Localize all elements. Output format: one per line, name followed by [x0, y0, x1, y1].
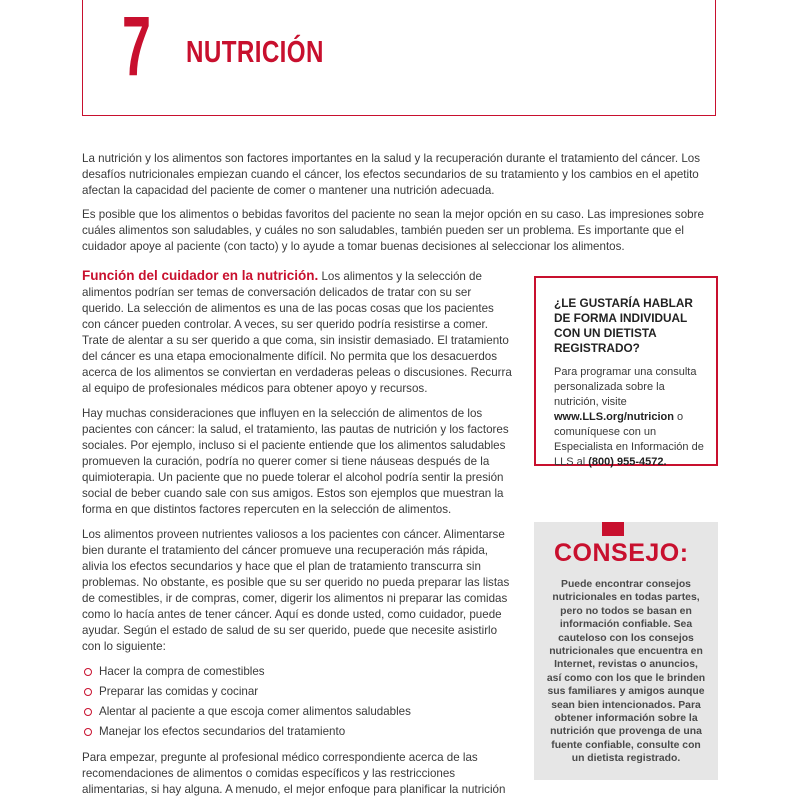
- list-item: [82, 724, 512, 740]
- nutrition-link[interactable]: www.LLS.org/nutricion: [554, 411, 674, 423]
- bullet-circle-icon: [84, 688, 92, 696]
- list-item: [82, 704, 512, 720]
- considerations-paragraph: Hay muchas consideraciones que influyen en la selección de alimentos de los pacientes con cáncer: la salud, el tratamiento, las pautas de nutrición y los factores sociales. Por ejemplo, incluso si el paciente entiende que los alimentos saludables promueven la curación, podría no querer comer si tiene náuseas después de la quimioterapia. Un paciente que no puede tolerar el alcohol podría sentir la presión social de beber cuando sale con sus amigos. Estos son ejemplos que muestran la forma en que distintos factores repercuten en la selección de alimentos.: [82, 407, 509, 516]
- nutrients-paragraph: Los alimentos proveen nutrientes valiosos a los pacientes con cáncer. Alimentarse bien durante el tratamiento del cáncer promueve una recuperación más rápida, alivia los efectos secundarios y hace que el plan de tratamiento transcurra sin problemas. No obstante, es posible que su ser querido no pueda preparar las listas de comestibles, ir de compras, comer, digerir los alimentos ni preparar las comidas como lo hacía antes de tener cáncer. Aquí es donde usted, como cuidador, puede ayudar. Según el estado de salud de su ser querido, puede que necesite asistirlo con lo siguiente:: [82, 528, 510, 653]
- callout-body: [554, 365, 704, 470]
- intro-section: [82, 151, 718, 263]
- section-heading: Función del cuidador en la nutrición.: [82, 268, 319, 283]
- bullet-circle-icon: [84, 728, 92, 736]
- phone-number[interactable]: (800) 955-4572: [588, 456, 664, 468]
- bullet-circle-icon: [84, 708, 92, 716]
- list-item-text: Alentar al paciente a que escoja comer alimentos saludables: [99, 705, 411, 718]
- list-item-text: Preparar las comidas y cocinar: [99, 685, 259, 698]
- callout-text: Para programar una consulta personalizada sobre la nutrición, visite: [554, 366, 697, 408]
- main-column: [82, 268, 512, 807]
- tip-title: CONSEJO:: [554, 539, 689, 567]
- list-item: [82, 684, 512, 700]
- list-item-text: Hacer la compra de comestibles: [99, 665, 265, 678]
- chapter-header-box: [82, 0, 716, 116]
- intro-paragraph-1: La nutrición y los alimentos son factores importantes en la salud y la recuperación durante el tratamiento del cáncer. Los desafíos nutricionales empiezan cuando el cáncer, los efectos secundarios de su tratamiento y los cambios en el apetito afectan la capacidad del paciente de comer o mantener una nutrición adecuada.: [82, 152, 701, 197]
- list-item: [82, 664, 512, 680]
- bullet-circle-icon: [84, 668, 92, 676]
- callout-heading: ¿LE GUSTARÍA HABLAR DE FORMA INDIVIDUAL CON UN DIETISTA REGISTRADO?: [554, 296, 693, 355]
- callout-text-contact: o comuníquese con un Especialista en Información de LLS al: [554, 411, 704, 468]
- getting-started-paragraph: Para empezar, pregunte al profesional médico correspondiente acerca de las recomendaciones de alimentos o comidas específicos y las restricciones alimentarias, si hay alguna. A menudo, el mejor enfoque para planificar la nutrición: [82, 751, 506, 796]
- dietitian-callout-box: [534, 276, 718, 466]
- assistance-list: [82, 664, 512, 740]
- phone-suffix: .: [663, 456, 667, 468]
- list-item-text: Manejar los efectos secundarios del tratamiento: [99, 725, 346, 738]
- chapter-title: NUTRICIÓN: [186, 34, 324, 69]
- section-body: Los alimentos y la selección de alimentos podrían ser temas de conversación delicados de tratar con su ser querido. La selección de alimentos es una de las pocas cosas que los pacientes con cáncer pueden controlar. A veces, su ser querido podría resistirse a comer. Trate de alentar a su ser querido a que coma, sin insistir demasiado. El tratamiento del cáncer es una etapa emocionalmente difícil. No permita que los desacuerdos acerca de los alimentos se conviertan en verdaderas peleas o discusiones. Recurra al equipo de profesionales médicos para obtener apoyo y recursos.: [82, 270, 512, 395]
- tip-text: Puede encontrar consejos nutricionales en todas partes, pero no todos se basan en información confiable. Sea cauteloso con los consejos nutricionales que encuentra en Internet, revistas o anuncios, así como con los que le brinden sus familiares y amigos aunque sean bien intencionados. Para obtener información sobre la nutrición que provenga de una fuente confiable, consulte con un dietista registrado.: [546, 579, 706, 765]
- intro-paragraph-2: Es posible que los alimentos o bebidas favoritos del paciente no sean la mejor opción en su caso. Las impresiones sobre cuáles alimentos son saludables, y cuáles no son saludables, también pueden ser un problema. Es importante que el cuidador apoye al paciente (con tacto) y lo ayude a tomar buenas decisiones al seleccionar los alimentos.: [82, 208, 704, 253]
- tip-box: [534, 522, 718, 780]
- chapter-number: 7: [122, 0, 151, 93]
- caregiver-role-paragraph: [82, 268, 512, 397]
